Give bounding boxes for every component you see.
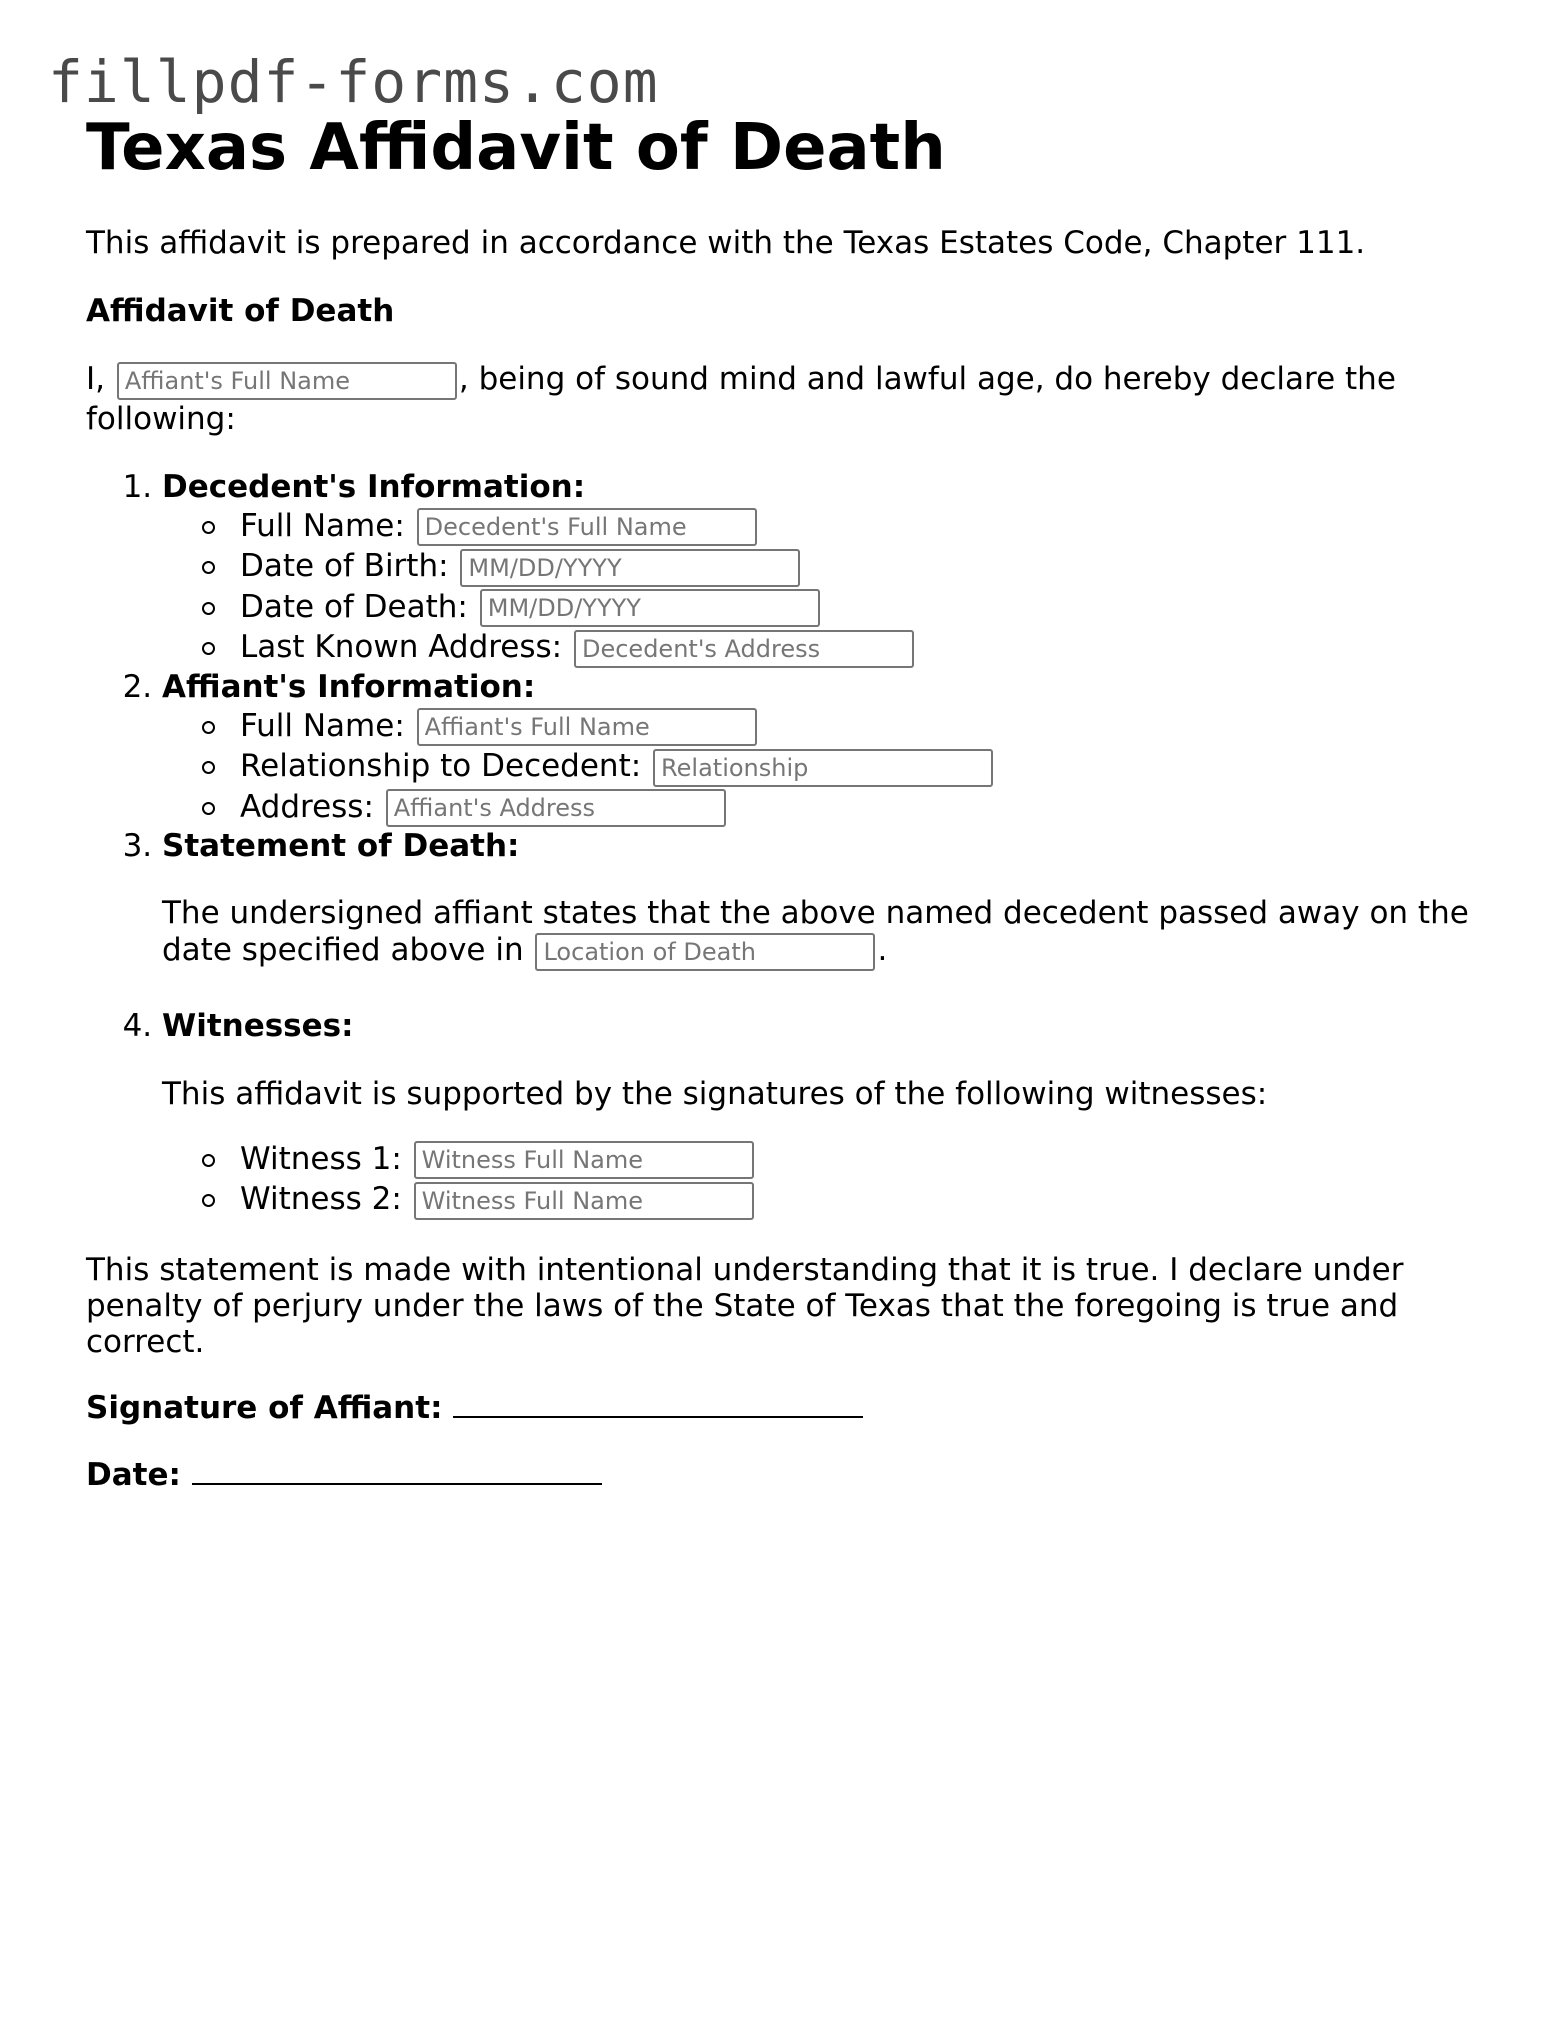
affiant-full-name-label: Full Name:: [240, 707, 405, 744]
date-line: [86, 1455, 1486, 1494]
decedent-heading: Decedent's Information:: [162, 468, 586, 505]
witness-fields: [162, 1139, 1486, 1220]
witnesses-heading: Witnesses:: [162, 1007, 354, 1044]
decedent-section: [162, 468, 1486, 668]
statement-body: The undersigned affiant states that the above named decedent passed away on the date specified above in: [162, 895, 1469, 968]
decedent-address-input[interactable]: [574, 630, 914, 668]
date-blank[interactable]: [192, 1455, 602, 1485]
witness1-input[interactable]: [414, 1141, 754, 1179]
page-title: Texas Affidavit of Death: [86, 111, 946, 185]
statement-heading: Statement of Death:: [162, 828, 520, 864]
decedent-dod-label: Date of Death:: [240, 588, 468, 625]
decedent-address-label: Last Known Address:: [240, 629, 563, 665]
decedent-full-name-input[interactable]: [417, 508, 757, 546]
affidavit-sections: [86, 468, 1486, 1220]
witnesses-section: [162, 1007, 1486, 1220]
affiant-address-row: [202, 787, 1486, 828]
signature-blank[interactable]: [453, 1388, 863, 1418]
affiant-heading: Affiant's Information:: [162, 668, 536, 705]
decedent-dob-row: [202, 546, 1486, 587]
decedent-full-name-row: [202, 506, 1486, 547]
declaration-suffix: , being of sound mind and lawful age, do hereby declare the following:: [86, 361, 1396, 437]
intro-text: This affidavit is prepared in accordance with the Texas Estates Code, Chapter 111.: [86, 225, 1366, 261]
affiant-fields: [162, 706, 1486, 828]
affiant-address-label: Address:: [240, 788, 374, 825]
decedent-dod-row: [202, 587, 1486, 628]
witness2-row: [202, 1179, 1486, 1220]
witness2-input[interactable]: [414, 1182, 754, 1220]
section-title: Affidavit of Death: [86, 293, 395, 329]
signature-label: Signature of Affiant:: [86, 1389, 443, 1426]
decedent-address-row: [202, 627, 1486, 668]
declaration-prefix: I,: [86, 361, 105, 397]
statement-section: [162, 827, 1486, 971]
decedent-dod-input[interactable]: [480, 589, 820, 627]
document-page: [86, 108, 1486, 1522]
witnesses-intro: This affidavit is supported by the signatures of the following witnesses:: [162, 1075, 1268, 1112]
statement-text: [162, 895, 1486, 971]
affiant-section: [162, 668, 1486, 828]
decedent-full-name-label: Full Name:: [240, 507, 405, 544]
decedent-dob-label: Date of Birth:: [240, 548, 449, 584]
affiant-relationship-label: Relationship to Decedent:: [240, 748, 642, 784]
witness1-label: Witness 1:: [240, 1140, 402, 1177]
affiant-relationship-row: [202, 746, 1486, 787]
affiant-relationship-input[interactable]: [653, 749, 993, 787]
witness1-row: [202, 1139, 1486, 1180]
decedent-dob-input[interactable]: [460, 549, 800, 587]
affiant-full-name-row: [202, 706, 1486, 747]
statement-end: .: [877, 932, 888, 968]
affiant-address-input[interactable]: [386, 789, 726, 827]
watermark: fillpdf-forms.com: [48, 48, 659, 116]
location-of-death-input[interactable]: [535, 933, 875, 971]
decedent-fields: [162, 506, 1486, 668]
affiant-full-name-input[interactable]: [417, 708, 757, 746]
signature-line: [86, 1388, 1486, 1427]
witness2-label: Witness 2:: [240, 1181, 402, 1217]
declaration: [86, 360, 1486, 438]
attestation-text: This statement is made with intentional understanding that it is true. I declare under penalty of perjury under the laws of the State of Texas that the foregoing is true and correct.: [86, 1251, 1404, 1360]
affiant-name-input[interactable]: [117, 362, 457, 400]
date-label: Date:: [86, 1456, 181, 1493]
